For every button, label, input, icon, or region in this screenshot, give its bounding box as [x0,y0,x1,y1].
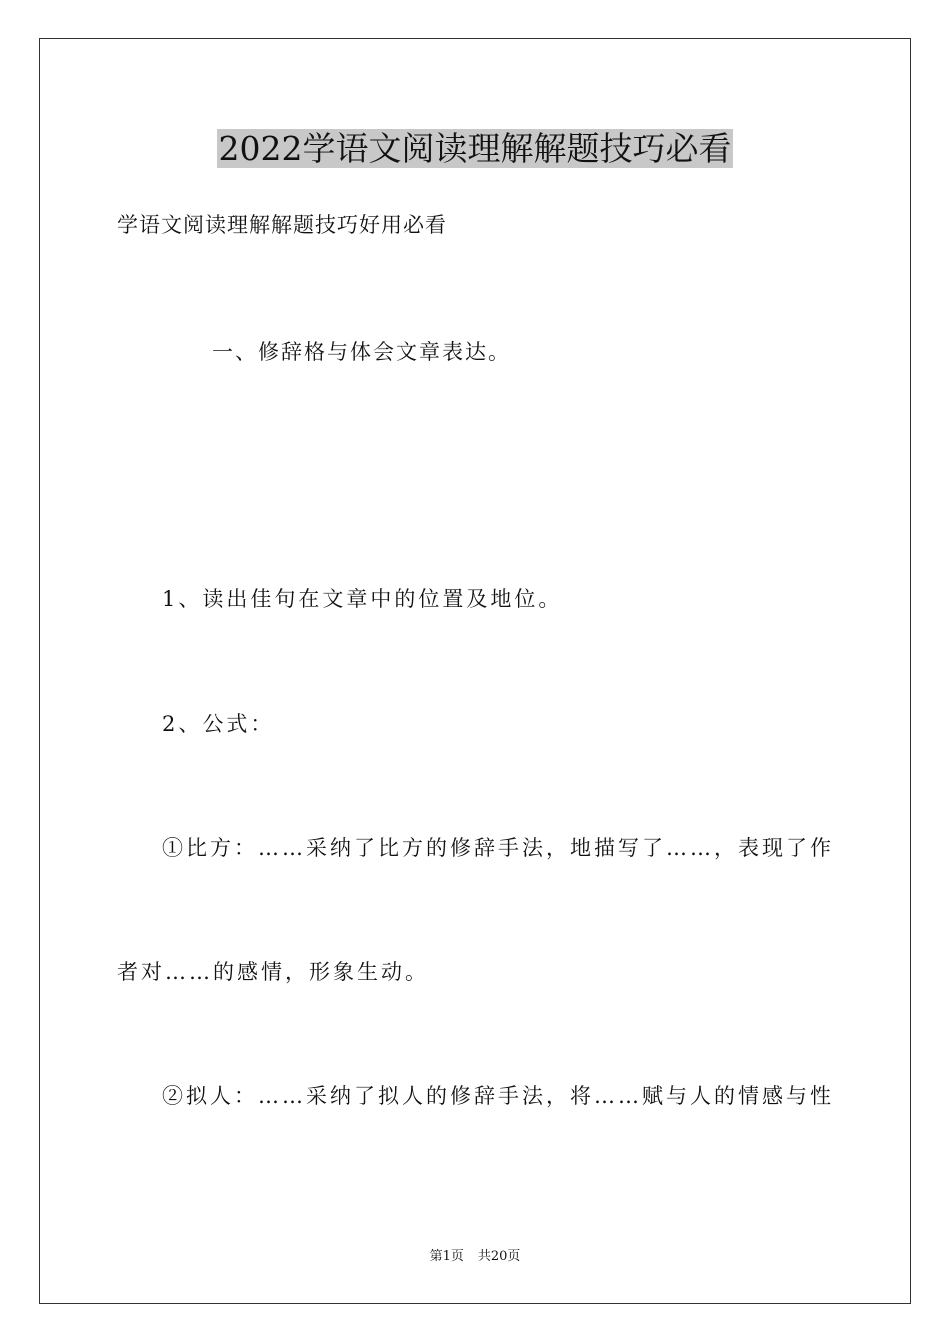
paragraph-item-3-line-1: ①比方：……采纳了比方的修辞手法，地描写了……，表现了作 [162,836,834,860]
paragraph-item-4-line-1: ②拟人：……采纳了拟人的修辞手法，将……赋与人的情感与性 [162,1084,834,1108]
paragraph-item-3-line-2: 者对……的感情，形象生动。 [117,960,429,984]
section-heading: 一、修辞格与体会文章表达。 [212,340,511,364]
paragraph-item-1: 1、读出佳句在文章中的位置及地位。 [162,587,563,611]
page-number: 第1页 [429,1249,464,1264]
document-title-text: 2022学语文阅读理解解题技巧必看 [218,129,732,168]
paragraph-item-2: 2、公式： [162,712,275,736]
document-subtitle: 学语文阅读理解解题技巧好用必看 [117,213,447,237]
page-total: 共20页 [477,1249,521,1264]
page-footer [0,1248,950,1266]
document-title [0,126,950,172]
